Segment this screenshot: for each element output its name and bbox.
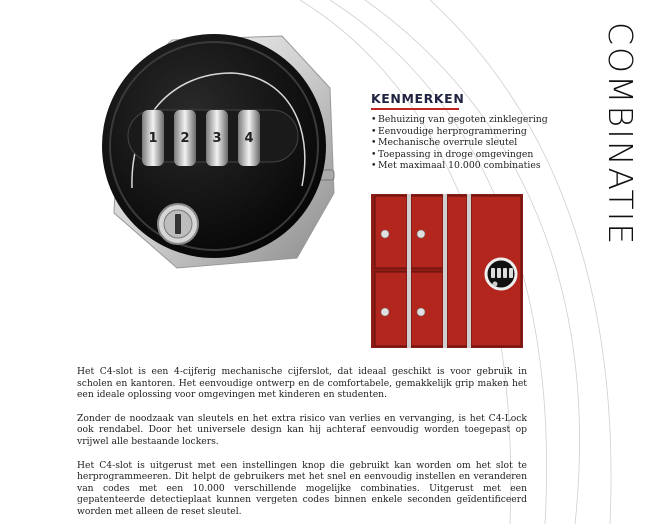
feature-item: • Toepassing in droge omgevingen <box>371 149 571 161</box>
feature-item: • Mechanische overrule sleutel <box>371 137 571 149</box>
paragraph: Zonder de noodzaak van sleutels en het extra risico van verlies en vervanging, is het C4-Lock ook rendabel. Door het universele design kan hij achteraf eenvoudig worden toegepast op vrijwel alle bestaande lockers. <box>77 412 527 447</box>
description-text <box>77 366 527 524</box>
features-section <box>371 88 571 172</box>
paragraph: Het C4-slot is uitgerust met een instellingen knop die gebruikt kan worden om het slot te herprogrammeeren. Dit helpt de gebruikers met het snel en eenvoudig instellen en veranderen van codes met een 10.000 verschillende mogelijke combinaties. Uitgerust met een gepatenteerde detectieplaat kunnen vergeten codes binnen enkele seconden geïdentificeerd worden met alleen de reset sleutel. <box>77 459 527 517</box>
dial-1-digit: 1 <box>148 131 158 146</box>
heading-underline <box>371 108 459 110</box>
page-title: COMBINATIE <box>601 22 640 247</box>
dial-4-digit: 4 <box>244 131 254 146</box>
paragraph: Het C4-slot is een 4-cijferig mechanische cijferslot, dat ideaal geschikt is voor gebruik in scholen en kantoren. Het eenvoudige ontwerp en de comfortabele, gemakkelijk grip maken het een ideale oplossing voor omgevingen met kinderen en studenten. <box>77 366 527 401</box>
features-heading: KENMERKEN <box>371 91 465 106</box>
features-list <box>371 114 571 172</box>
lockers-photo <box>371 194 523 348</box>
dial-2-digit: 2 <box>180 131 190 146</box>
dial-3-digit: 3 <box>212 131 222 146</box>
combination-lock-image <box>92 18 342 280</box>
feature-item: • Eenvoudige herprogrammering <box>371 126 571 138</box>
feature-item: • Behuizing van gegoten zinklegering <box>371 114 571 126</box>
feature-item: • Met maximaal 10.000 combinaties <box>371 160 571 172</box>
